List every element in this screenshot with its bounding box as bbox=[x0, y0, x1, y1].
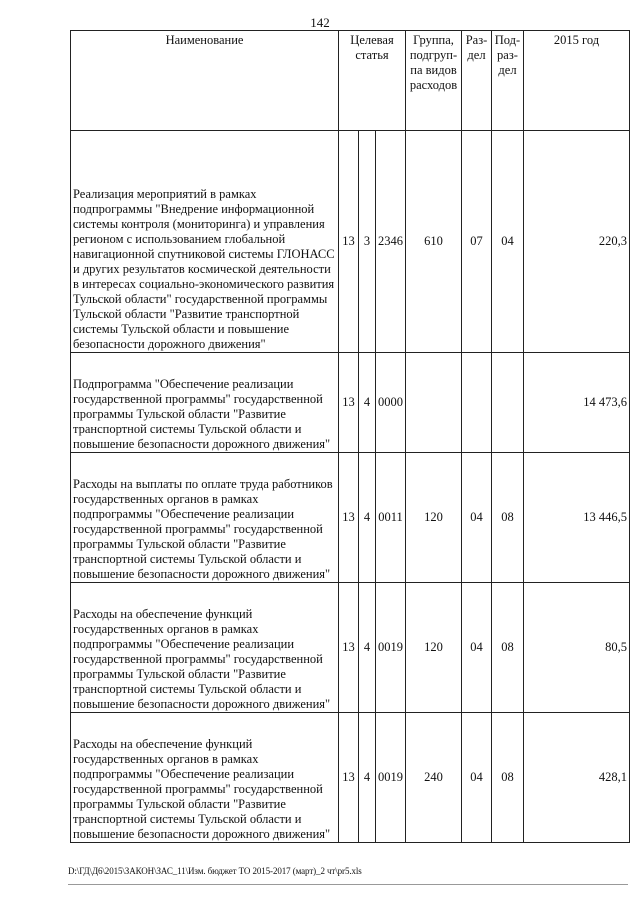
row-target-2: 4 bbox=[359, 353, 376, 453]
header-section: Раз-дел bbox=[462, 31, 492, 131]
row-target-1: 13 bbox=[339, 453, 359, 583]
table-row bbox=[71, 713, 630, 843]
row-target-1: 13 bbox=[339, 131, 359, 353]
row-amount: 220,3 bbox=[524, 131, 630, 353]
row-subsection: 04 bbox=[492, 131, 524, 353]
header-year: 2015 год bbox=[524, 31, 630, 131]
row-name: Расходы на обеспечение функций государственных органов в рамках подпрограммы "Обеспечение реализации государственной программы" государственной программы Тульской области "Развитие транспортной системы Тульской области и повышение безопасности дорожного движения" bbox=[71, 583, 339, 713]
table-row bbox=[71, 453, 630, 583]
row-amount: 14 473,6 bbox=[524, 353, 630, 453]
header-target: Целевая статья bbox=[339, 31, 406, 131]
row-target-1: 13 bbox=[339, 353, 359, 453]
row-target-3: 0019 bbox=[376, 583, 406, 713]
row-amount: 13 446,5 bbox=[524, 453, 630, 583]
row-group: 120 bbox=[406, 453, 462, 583]
row-group: 610 bbox=[406, 131, 462, 353]
row-target-2: 3 bbox=[359, 131, 376, 353]
row-amount: 428,1 bbox=[524, 713, 630, 843]
row-name: Подпрограмма "Обеспечение реализации государственной программы" государственной программы Тульской области "Развитие транспортной системы Тульской области и повышение безопасности дорожного движения" bbox=[71, 353, 339, 453]
row-section: 04 bbox=[462, 713, 492, 843]
file-path-footer: D:\ГД\Д6\2015\ЗАКОН\ЗАС_11\Изм. бюджет ТО 2015-2017 (март)_2 чт\pr5.xls bbox=[68, 866, 362, 876]
table-row bbox=[71, 131, 630, 353]
row-name: Расходы на выплаты по оплате труда работников государственных органов в рамках подпрограммы "Обеспечение реализации государственной программы" государственной программы Тульской области "Развитие транспортной системы Тульской области и повышение безопасности дорожного движения" bbox=[71, 453, 339, 583]
table-row bbox=[71, 353, 630, 453]
row-subsection: 08 bbox=[492, 453, 524, 583]
row-subsection: 08 bbox=[492, 713, 524, 843]
row-target-3: 0000 bbox=[376, 353, 406, 453]
row-target-2: 4 bbox=[359, 453, 376, 583]
row-amount: 80,5 bbox=[524, 583, 630, 713]
header-subsection: Под-раз-дел bbox=[492, 31, 524, 131]
header-row bbox=[71, 31, 630, 131]
row-target-2: 4 bbox=[359, 583, 376, 713]
row-section: 07 bbox=[462, 131, 492, 353]
footer-divider bbox=[68, 884, 628, 885]
row-subsection bbox=[492, 353, 524, 453]
budget-table bbox=[70, 30, 630, 843]
row-section: 04 bbox=[462, 583, 492, 713]
row-target-2: 4 bbox=[359, 713, 376, 843]
row-name: Реализация мероприятий в рамках подпрограммы "Внедрение информационной системы контроля (мониторинга) и управления регионом с использованием глобальной навигационной спутниковой системы ГЛОНАСС и других результатов космической деятельности в интересах социально-экономического развития Тульской области" государственной программы Тульской области "Развитие транспортной системы Тульской области и повышение безопасности дорожного движения" bbox=[71, 131, 339, 353]
row-target-1: 13 bbox=[339, 583, 359, 713]
header-name: Наименование bbox=[71, 31, 339, 131]
row-group: 120 bbox=[406, 583, 462, 713]
row-subsection: 08 bbox=[492, 583, 524, 713]
row-target-3: 2346 bbox=[376, 131, 406, 353]
row-section: 04 bbox=[462, 453, 492, 583]
header-group: Группа, подгруп-па видов расходов bbox=[406, 31, 462, 131]
row-name: Расходы на обеспечение функций государственных органов в рамках подпрограммы "Обеспечение реализации государственной программы" государственной программы Тульской области "Развитие транспортной системы Тульской области и повышение безопасности дорожного движения" bbox=[71, 713, 339, 843]
row-target-1: 13 bbox=[339, 713, 359, 843]
table-row bbox=[71, 583, 630, 713]
row-group bbox=[406, 353, 462, 453]
row-group: 240 bbox=[406, 713, 462, 843]
row-target-3: 0019 bbox=[376, 713, 406, 843]
page-number: 142 bbox=[310, 15, 330, 30]
row-target-3: 0011 bbox=[376, 453, 406, 583]
row-section bbox=[462, 353, 492, 453]
